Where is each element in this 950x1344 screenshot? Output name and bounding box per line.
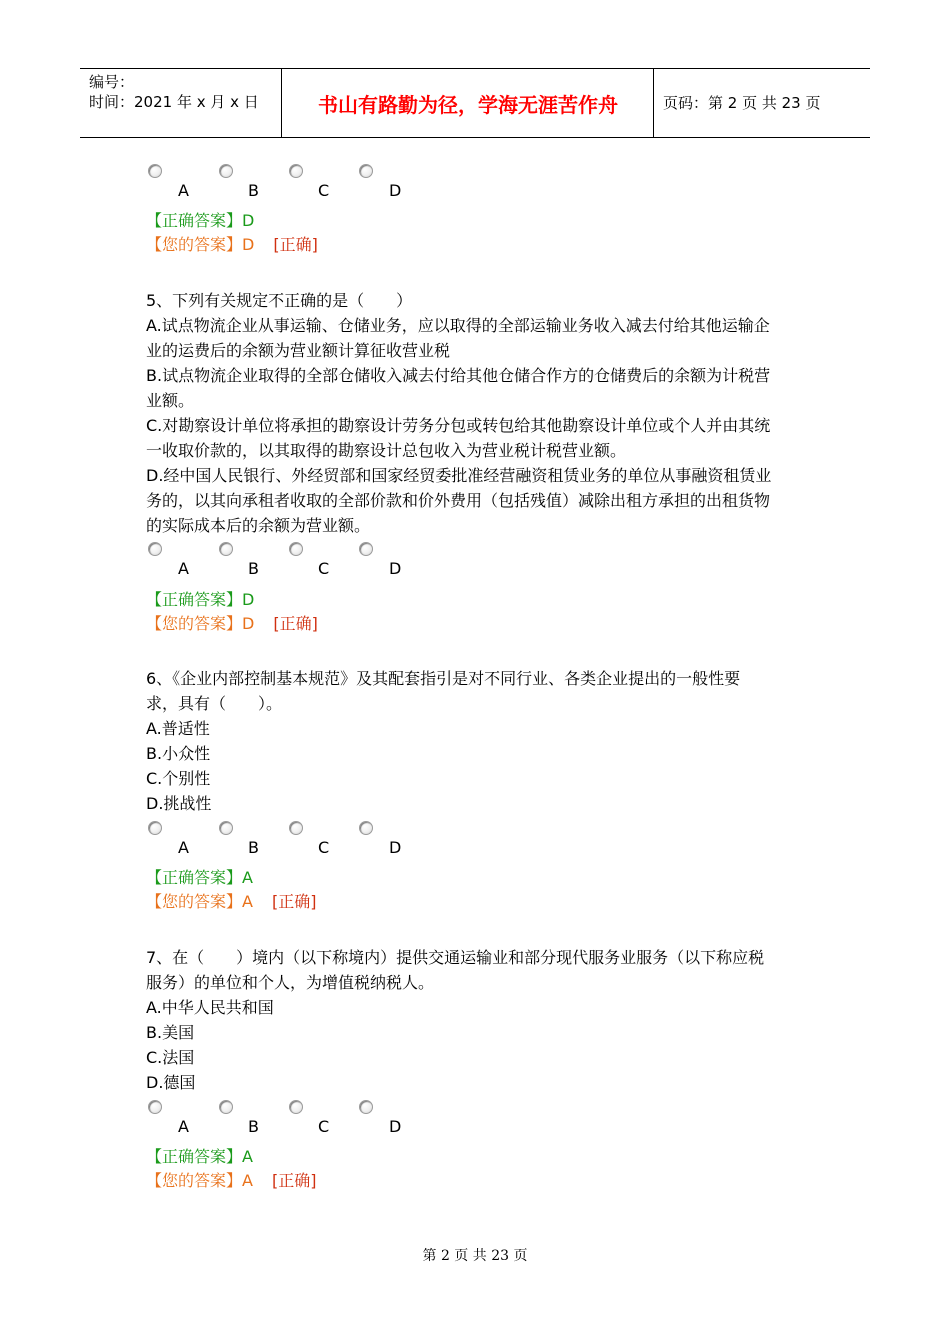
q5-option-d-line-3: 的实际成本后的余额为营业额。 (146, 516, 371, 535)
header-page-cell (654, 69, 870, 137)
q6-stem-line-1: 6、《企业内部控制基本规范》及其配套指引是对不同行业、各类企业提出的一般性要 (146, 669, 741, 688)
q6-option-c: C.个别性 (146, 769, 211, 788)
q4-radio-a[interactable] (148, 164, 162, 178)
q5-option-c-line-2: 一收取价款的，以其取得的勘察设计总包收入为营业税计税营业额。 (146, 441, 627, 460)
q7-label-a: A (178, 1117, 189, 1136)
q5-label-b: B (248, 559, 259, 578)
q7-option-a: A.中华人民共和国 (146, 998, 274, 1017)
number-label: 编号： (89, 73, 135, 91)
q6-radio-a[interactable] (148, 821, 162, 835)
q5-radio-b[interactable] (219, 542, 233, 556)
q5-option-b-line-1: B.试点物流企业取得的全部仓储收入减去付给其他仓储合作方的仓储费后的余额为计税营 (146, 366, 771, 385)
q7-radio-c[interactable] (289, 1100, 303, 1114)
q5-option-c-line-1: C.对勘察设计单位将承担的勘察设计劳务分包或转包给其他勘察设计单位或个人并由其统 (146, 416, 771, 435)
q7-option-b: B.美国 (146, 1023, 195, 1042)
q7-stem-line-2: 服务）的单位和个人，为增值税纳税人。 (146, 973, 435, 992)
q6-your-answer: 【您的答案】A (146, 892, 253, 911)
q7-option-c: C.法国 (146, 1048, 195, 1067)
q4-radio-b[interactable] (219, 164, 233, 178)
q4-verdict: [正确] (273, 235, 318, 254)
header-motto-cell (282, 69, 654, 137)
q5-radio-c[interactable] (289, 542, 303, 556)
q7-stem-line-1: 7、在（ ）境内（以下称境内）提供交通运输业和部分现代服务业服务（以下称应税 (146, 948, 765, 967)
q6-stem-line-2: 求，具有（ ）。 (146, 694, 283, 713)
q5-stem: 5、下列有关规定不正确的是（ ） (146, 291, 413, 310)
q5-label-c: C (318, 559, 330, 578)
q4-label-d: D (389, 181, 402, 200)
q6-radio-d[interactable] (359, 821, 373, 835)
q4-your-answer: 【您的答案】D (146, 235, 255, 254)
q5-option-d-line-1: D.经中国人民银行、外经贸部和国家经贸委批准经营融资租赁业务的单位从事融资租赁业 (146, 466, 772, 485)
q6-correct-answer: 【正确答案】A (146, 868, 253, 887)
q5-option-b-line-2: 业额。 (146, 391, 195, 410)
q7-option-d: D.德国 (146, 1073, 196, 1092)
q7-radio-a[interactable] (148, 1100, 162, 1114)
q6-radio-group (146, 821, 446, 865)
q4-your-answer-line (146, 233, 318, 257)
q4-radio-d[interactable] (359, 164, 373, 178)
q7-your-answer: 【您的答案】A (146, 1171, 253, 1190)
q6-verdict: [正确] (272, 892, 317, 911)
page-info: 页码：第 2 页 共 23 页 (663, 94, 821, 112)
q7-radio-b[interactable] (219, 1100, 233, 1114)
q6-radio-b[interactable] (219, 821, 233, 835)
q6-label-d: D (389, 838, 402, 857)
q6-option-d: D.挑战性 (146, 794, 212, 813)
q4-correct-answer: 【正确答案】D (146, 211, 255, 230)
q5-verdict: [正确] (273, 614, 318, 633)
q7-verdict: [正确] (272, 1171, 317, 1190)
q6-your-answer-line (146, 890, 317, 914)
q5-correct-answer: 【正确答案】D (146, 590, 255, 609)
q5-option-a-line-1: A.试点物流企业从事运输、仓储业务，应以取得的全部运输业务收入减去付给其他运输企 (146, 316, 770, 335)
header-meta-cell (80, 69, 282, 137)
q6-label-a: A (178, 838, 189, 857)
q7-correct-answer: 【正确答案】A (146, 1147, 253, 1166)
q6-option-a: A.普适性 (146, 719, 210, 738)
q6-radio-c[interactable] (289, 821, 303, 835)
document-header (80, 68, 870, 138)
motto: 书山有路勤为径，学海无涯苦作舟 (318, 93, 618, 117)
q7-radio-group (146, 1100, 446, 1144)
q7-label-d: D (389, 1117, 402, 1136)
q5-radio-group (146, 542, 446, 586)
page-footer: 第 2 页 共 23 页 (422, 1248, 528, 1264)
q4-label-c: C (318, 181, 330, 200)
q7-label-b: B (248, 1117, 259, 1136)
q5-option-a-line-2: 业的运费后的余额为营业额计算征收营业税 (146, 341, 451, 360)
q5-radio-d[interactable] (359, 542, 373, 556)
q5-your-answer-line (146, 612, 318, 636)
q5-radio-a[interactable] (148, 542, 162, 556)
q7-radio-d[interactable] (359, 1100, 373, 1114)
q5-option-d-line-2: 务的，以其向承租者收取的全部价款和价外费用（包括残值）减除出租方承担的出租货物 (146, 491, 771, 510)
q5-label-a: A (178, 559, 189, 578)
time-label: 时间：2021 年 x 月 x 日 (89, 93, 259, 111)
q6-option-b: B.小众性 (146, 744, 211, 763)
q7-label-c: C (318, 1117, 330, 1136)
q4-radio-c[interactable] (289, 164, 303, 178)
q6-label-c: C (318, 838, 330, 857)
q4-label-b: B (248, 181, 259, 200)
q4-label-a: A (178, 181, 189, 200)
q5-label-d: D (389, 559, 402, 578)
q5-your-answer: 【您的答案】D (146, 614, 255, 633)
q6-label-b: B (248, 838, 259, 857)
q4-radio-group (146, 164, 446, 208)
q7-your-answer-line (146, 1169, 317, 1193)
